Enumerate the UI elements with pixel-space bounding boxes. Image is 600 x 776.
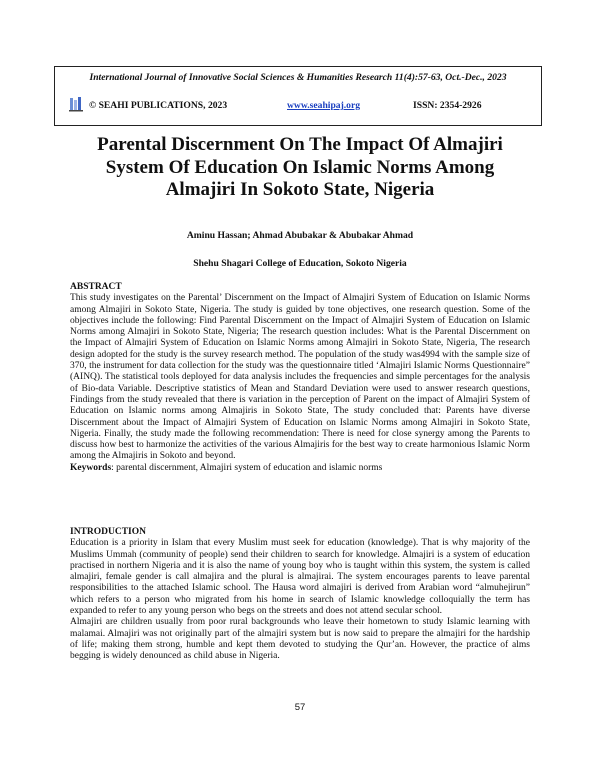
keywords-text: : parental discernment, Almajiri system of education and islamic norms [111,462,383,473]
affiliation: Shehu Shagari College of Education, Sokoto Nigeria [193,258,407,269]
page-number: 57 [294,702,306,713]
publisher-name: © SEAHI PUBLICATIONS, 2023 [89,100,228,111]
publisher-row [69,98,529,112]
intro-paragraph: Almajiri are children usually from poor rural backgrounds who leave their hometown to study Islamic learning with malamai. Almajiri was not originally part of the almajiri system but is now said to prepare the almajiri for the hardship of life; making them strong, humble and kept them devoted to studying the Qur’an. However, the practice of alms begging is widely denounced as child abuse in Nigeria. [70,617,530,662]
introduction-heading: INTRODUCTION [70,527,147,537]
authors: Aminu Hassan; Ahmad Abubakar & Abubakar Ahmad [186,230,414,241]
abstract-text: This study investigates on the Parental’ Discernment on the Impact of Almajiri System of Education on Islamic Norms among Almajiri in Sokoto State, Nigeria. The study is guided by tone objectives, one research question. Some of the objectives include the following: Find Parental Discernment on the Impact of Almajiri System of Education on Islamic Norms among Almajiri in Sokoto State, Nigeria; The research question includes: What is the Parental Discernment on the Impact of Almajiri System of Education on Islamic Norms among Almajiri in Sokoto State, Nigeria, The research design adopted for the study is the survey research method. The population of the study was4994 with the sample size of 370, the instrument for data collection for the study was the questionnaire titled ‘Almajiri Islamic Norms Questionnaire” (AINQ). The statistical tools deployed for data analysis includes the frequencies and simple percentages for the analysis of Bio-data Variable. Descriptive statistics of Mean and Standard Deviation were used to answer research questions, Findings from the study revealed that there is variation in the perception of Parent on the impact of Almajiri System of Education on Islamic norms among Almajiris in Sokoto State, The study concluded that: Parents have diverse Discernment about the Impact of Almajiri System of Education on Islamic Norms among Almajiri in Sokoto State, Nigeria. Finally, the study made the following recommendation: There is need for close synergy among the Parents to discuss how best to harmonize the activities of the various Almajiris for the best way to create harmonious Islamic Norm among the Almajiris in Sokoto and beyond. [70,293,530,462]
keywords-label: Keywords [70,462,112,473]
journal-citation: International Journal of Innovative Social Sciences & Humanities Research 11(4):57-63, Oct.-Dec., 2023 [89,72,507,83]
introduction-section [70,527,530,663]
issn: ISSN: 2354-2926 [413,100,482,111]
abstract-section [70,282,530,474]
journal-url-link[interactable]: www.seahipaj.org [287,100,361,111]
title-line: Parental Discernment On The Impact Of Almajiri [97,134,503,155]
title-line: Almajiri In Sokoto State, Nigeria [165,179,435,200]
journal-header-box [54,66,542,126]
abstract-heading: ABSTRACT [70,282,122,292]
keywords [70,463,530,474]
publisher-logo-icon [69,96,83,112]
paper-title [70,134,530,202]
title-line: System Of Education On Islamic Norms Among [105,156,495,178]
intro-paragraph: Education is a priority in Islam that every Muslim must seek for education (knowledge). That is why majority of the Muslims Ummah (community of people) send their children to search for knowledge. Almajiri is a system of education practised in northern Nigeria and it is also the name of young boy who is taught within this system, the system is called almajiri, female gender is call almajira and the plural is almajirai. The system encourages parents to leave parental responsibilities to the attached Islamic school. The Hausa word almajiri is derived from Arabian word “almuhejirun” which refers to a person who migrated from his home in search of Islamic knowledge colloquially the term has expanded to refer to any young person who begs on the streets and does not attend secular school. [70,538,530,617]
